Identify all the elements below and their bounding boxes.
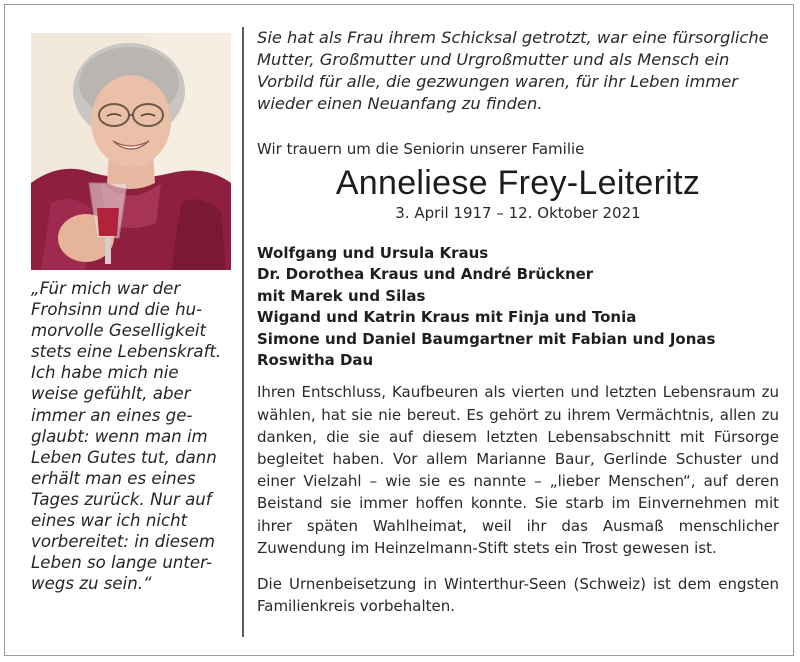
deceased-name: Anneliese Frey-Leiteritz [335, 164, 701, 202]
quote-text: „Für mich war der Frohsinn und die hu- morvolle Geselligkeit stets eine Lebenskraft. Ich habe mich nie weise gefühlt, aber immer an eines ge- glaubt: wenn man im Leben Gutes tut, dann erhält man es eines Tages zurück. Nur auf eines war ich nicht vorbereitet: in diesem Leben so lange unter- wegs zu sein.“ [31, 279, 222, 594]
column-divider [242, 27, 244, 637]
family-member: Wolfgang und Ursula Kraus [257, 244, 489, 262]
family-member: Simone und Daniel Baumgartner mit Fabian und Jonas [257, 329, 716, 348]
family-member: Dr. Dorothea Kraus und André Brückner [257, 265, 594, 284]
family-member: Wigand und Katrin Kraus mit Finja und Tonia [257, 308, 637, 327]
obituary-notice [4, 4, 794, 656]
left-column [31, 33, 235, 594]
family-member: mit Marek und Silas [257, 286, 426, 305]
portrait-photo [31, 33, 231, 270]
right-column [257, 27, 779, 617]
tribute-text: Sie hat als Frau ihrem Schicksal getrotzt, war eine fürsorgliche Mutter, Großmutter und Urgroßmutter und als Mensch ein Vorbild für alle, die gezwungen waren, für ihr Leben immer wieder einen Neuanfang zu finden. [257, 28, 769, 113]
mourning-line: Wir trauern um die Seniorin unserer Familie [257, 140, 585, 158]
family-member: Roswitha Dau [257, 351, 374, 370]
family-list [257, 243, 779, 371]
life-dates: 3. April 1917 – 12. Oktober 2021 [395, 204, 641, 222]
burial-notice: Die Urnenbeisetzung in Winterthur-Seen (Schweiz) ist dem engsten Familienkreis vorbehalten. [257, 575, 779, 616]
portrait-illustration [31, 33, 231, 270]
body-text: Ihren Entschluss, Kaufbeuren als vierten und letzten Lebensraum zu wählen, hat sie nie bereut. Es gehört zu ihrem Vermächtnis, allen zu danken, die sie auf diesem letzten Lebensabschnitt mit Fürsorge begleitet haben. Vor allem Marianne Baur, Gerlinde Schuster und einer Vielzahl – wie sie es nannte – „lieber Menschen“, auf deren Beistand sie immer hoffen konnte. Sie starb im Einvernehmen mit ihrer späten Wahlheimat, weil ihr das Ausmaß menschlicher Zuwendung im Heinzelmann-Stift stets ein Trost gewesen ist. [257, 383, 779, 557]
